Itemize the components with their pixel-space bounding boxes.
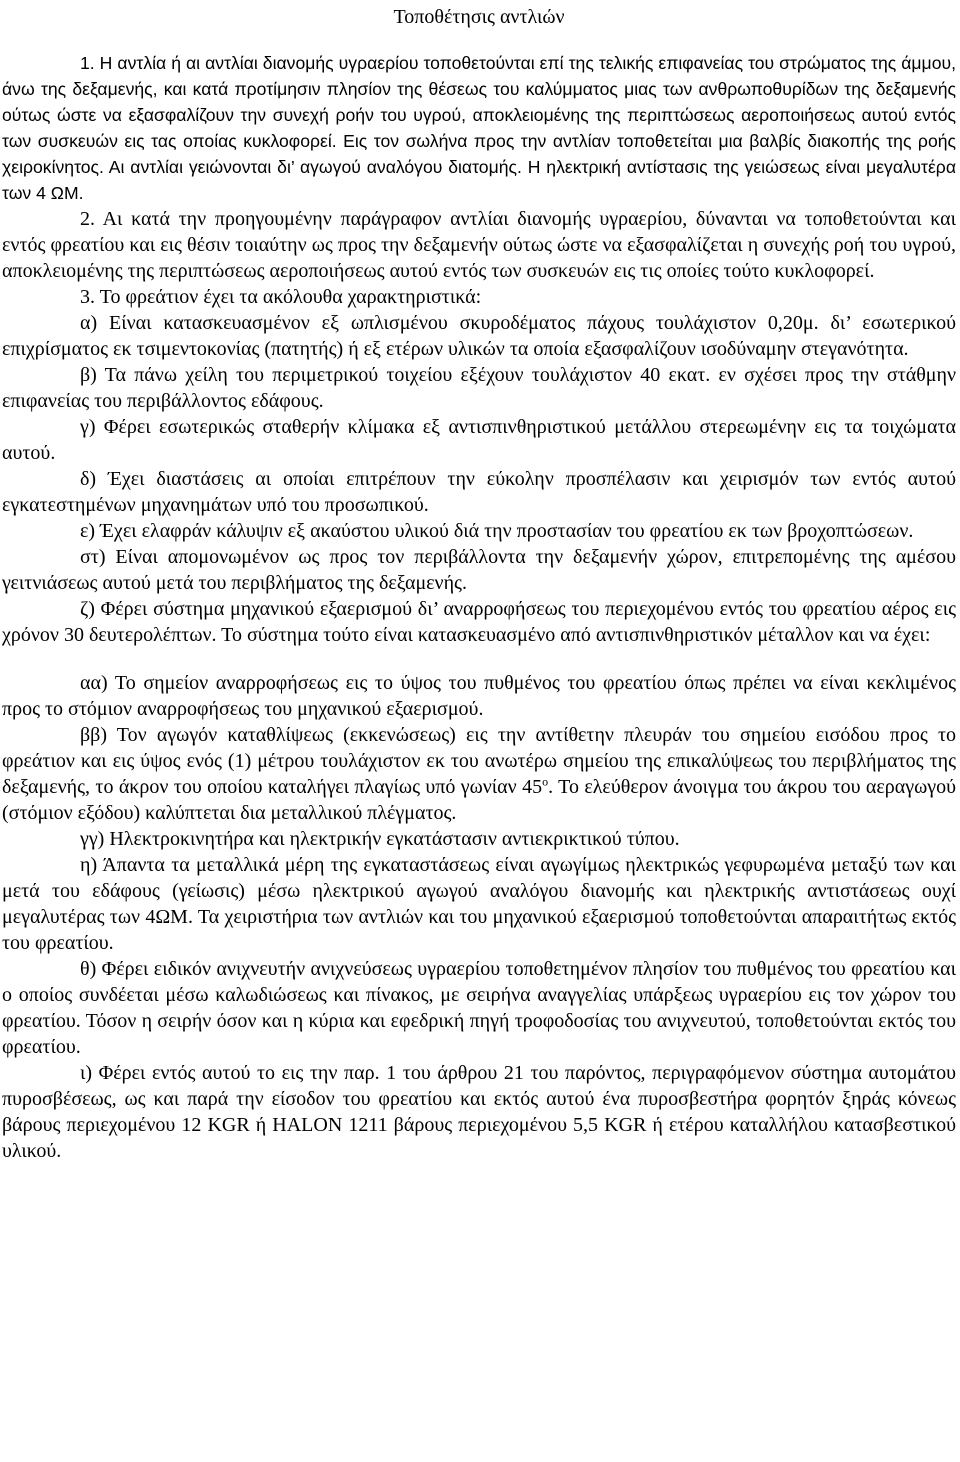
item-gg-text: γγ) Ηλεκτροκινητήρα και ηλεκτρικήν εγκατάστασιν αντιεκρικτικού τύπου. <box>80 828 680 850</box>
item-th <box>2 956 956 1060</box>
paragraph-1-part-1: 1. Η αντλία ή αι αντλίαι διανομής υγραερίου τοποθετούνται επί της τελικής επιφανείας του στρώματος της άμμου, άνω της δεξαμενής, και κατά προτίμησιν πλησίον της θέσεως του καλύμματος μιας των ανθρωποθυρίδων της δεξαμενής ούτως ώστε να εξασφαλίζουν την συνεχή ροήν του υγρού, αποκλειομένης της περιπτώσεως αεροποιήσεως αυτού εντός των συσκευών εις τας οποίας κυκλοφορεί. <box>2 53 956 151</box>
item-st <box>2 544 956 596</box>
item-aa-text: αα) Το σημείον αναρροφήσεως εις το ύψος του πυθμένος του φρεατίου όπως πρέπει να είναι κεκλιμένος προς το στόμιον αναρροφήσεως του μηχανικού εξαερισμού. <box>2 672 956 720</box>
item-i <box>2 1060 956 1164</box>
paragraph-3-text: 3. Το φρεάτιον έχει τα ακόλουθα χαρακτηριστικά: <box>80 286 482 308</box>
document-page <box>2 4 956 1164</box>
item-h <box>2 852 956 956</box>
item-bb <box>2 722 956 826</box>
item-z-text: ζ) Φέρει σύστημα μηχανικού εξαερισμού δι’ αναρροφήσεως του περιεχομένου εντός του φρεατίου αέρος εις χρόνον 30 δευτερολέπτων. Το σύστημα τούτο είναι κατασκευασμένο από αντισπινθηριστικόν μέταλλον και να έχει: <box>2 598 956 646</box>
item-bb-text-2: . Το ελεύθερον άνοιγμα του άκρου του αεραγωγού (στόμιον εξόδου) καλύπτεται δια μεταλλικού πλέγματος. <box>2 776 956 824</box>
item-b-text: β) Τα πάνω χείλη του περιμετρικού τοιχείου εξέχουν τουλάχιστον 40 εκατ. εν σχέσει προς την στάθμην επιφανείας του περιβάλλοντος εδάφους. <box>2 364 956 412</box>
item-d <box>2 466 956 518</box>
paragraph-2-text: 2. Αι κατά την προηγουμένην παράγραφον αντλίαι διανομής υγραερίου, δύνανται να τοποθετούνται και εντός φρεατίου και εις θέσιν τοιαύτην ως προς την δεξαμενήν ούτως ώστε να εξασφαλίζεται η συνεχής ροή του υγρού, αποκλειομένης της περιπτώσεως αεροποιήσεως αυτού εντός των συσκευών εις τις οποίες τούτο κυκλοφορεί. <box>2 208 956 282</box>
item-e-text: ε) Έχει ελαφράν κάλυψιν εξ ακαύστου υλικού διά την προστασίαν του φρεατίου εκ των βροχοπτώσεων. <box>80 520 914 542</box>
item-i-text: ι) Φέρει εντός αυτού το εις την παρ. 1 του άρθρου 21 του παρόντος, περιγραφόμενον σύστημα αυτομάτου πυροσβέσεως, ως και παρά την είσοδον του φρεατίου και εκτός αυτού ένα πυροσβεστήρα φορητόν ξηράς κόνεως βάρους περιεχομένου 12 KGR ή HALON 1211 βάρους περιεχομένου 5,5 KGR ή ετέρου καταλλήλου κατασβεστικού υλικού. <box>2 1062 956 1162</box>
item-z <box>2 596 956 648</box>
document-title: Τοποθέτησις αντλιών <box>393 6 565 28</box>
item-st-text: στ) Είναι απομονωμένον ως προς τον περιβάλλοντα την δεξαμενήν χώρον, επιτρεπομένης της αμέσου γειτνιάσεως αυτού μετά του περιβλήματος της δεξαμενής. <box>2 546 956 594</box>
item-gg <box>2 826 956 852</box>
paragraph-1-part-2: Εις τον σωλήνα προς την αντλίαν τοποθετείται μια βαλβίς διακοπής της ροής χειροκίνητος. Αι αντλίαι γειώνονται δι’ αγωγού αναλόγου διατομής. Η ηλεκτρική αντίστασις της γειώσεως είναι μεγαλυτέρα των 4 ΩΜ. <box>2 131 956 203</box>
paragraph-3 <box>2 284 956 310</box>
item-e <box>2 518 956 544</box>
item-a-text: α) Είναι κατασκευασμένον εξ ωπλισμένου σκυροδέματος πάχους τουλάχιστον 0,20μ. δι’ εσωτερικού επιχρίσματος εκ τσιμεντοκονίας (πατητής) ή εξ ετέρων υλικών τα οποία εξασφαλίζουν ισοδύναμην στεγανότητα. <box>2 312 956 360</box>
item-c <box>2 414 956 466</box>
paragraph-2 <box>2 206 956 284</box>
item-b <box>2 362 956 414</box>
paragraph-1 <box>2 50 956 206</box>
item-a <box>2 310 956 362</box>
item-d-text: δ) Έχει διαστάσεις αι οποίαι επιτρέπουν την εύκολην προσπέλασιν και χειρισμόν των εντός αυτού εγκατεστημένων μηχανημάτων υπό του προσωπικού. <box>2 468 956 516</box>
item-h-text: η) Άπαντα τα μεταλλικά μέρη της εγκαταστάσεως είναι αγωγίμως ηλεκτρικώς γεφυρωμένα μεταξύ των και μετά του εδάφους (γείωσις) μέσω ηλεκτρικού αγωγού αναλόγου διανομής και ηλεκτρικής αντιστάσεως ουχί μεγαλυτέρας των 4ΩΜ. Τα χειριστήρια των αντλιών και του μηχανικού εξαερισμού τοποθετούνται απαραιτήτως εκτός του φρεατίου. <box>2 854 956 954</box>
degree-superscript: ο <box>542 774 549 789</box>
item-c-text: γ) Φέρει εσωτερικώς σταθερήν κλίμακα εξ αντισπινθηριστικού μετάλλου στερεωμένην εις τα τοιχώματα αυτού. <box>2 416 956 464</box>
item-aa <box>2 670 956 722</box>
item-th-text: θ) Φέρει ειδικόν ανιχνευτήν ανιχνεύσεως υγραερίου τοποθετημένον πλησίον του πυθμένος του φρεατίου και ο οποίος συνδέεται μέσω καλωδιώσεως και πίνακος, με σειρήνα αναγγελίας υπάρξεως υγραερίου εις τον χώρον του φρεατίου. Τόσον η σειρήν όσον και η κύρια και εφεδρική πηγή τροφοδοσίας του ανιχνευτού, τοποθετούνται εκτός του φρεατίου. <box>2 958 956 1058</box>
item-bb-text-1: ββ) Τον αγωγόν καταθλίψεως (εκκενώσεως) εις την αντίθετην πλευράν του σημείου εισόδου προς το φρεάτιον και εις ύψος ενός (1) μέτρου τουλάχιστον εκ του ανωτέρω σημείου της επικαλύψεως του περιβλήματος της δεξαμενής, το άκρον του οποίου καταλήγει πλαγίως υπό γωνίαν 45 <box>2 724 956 798</box>
